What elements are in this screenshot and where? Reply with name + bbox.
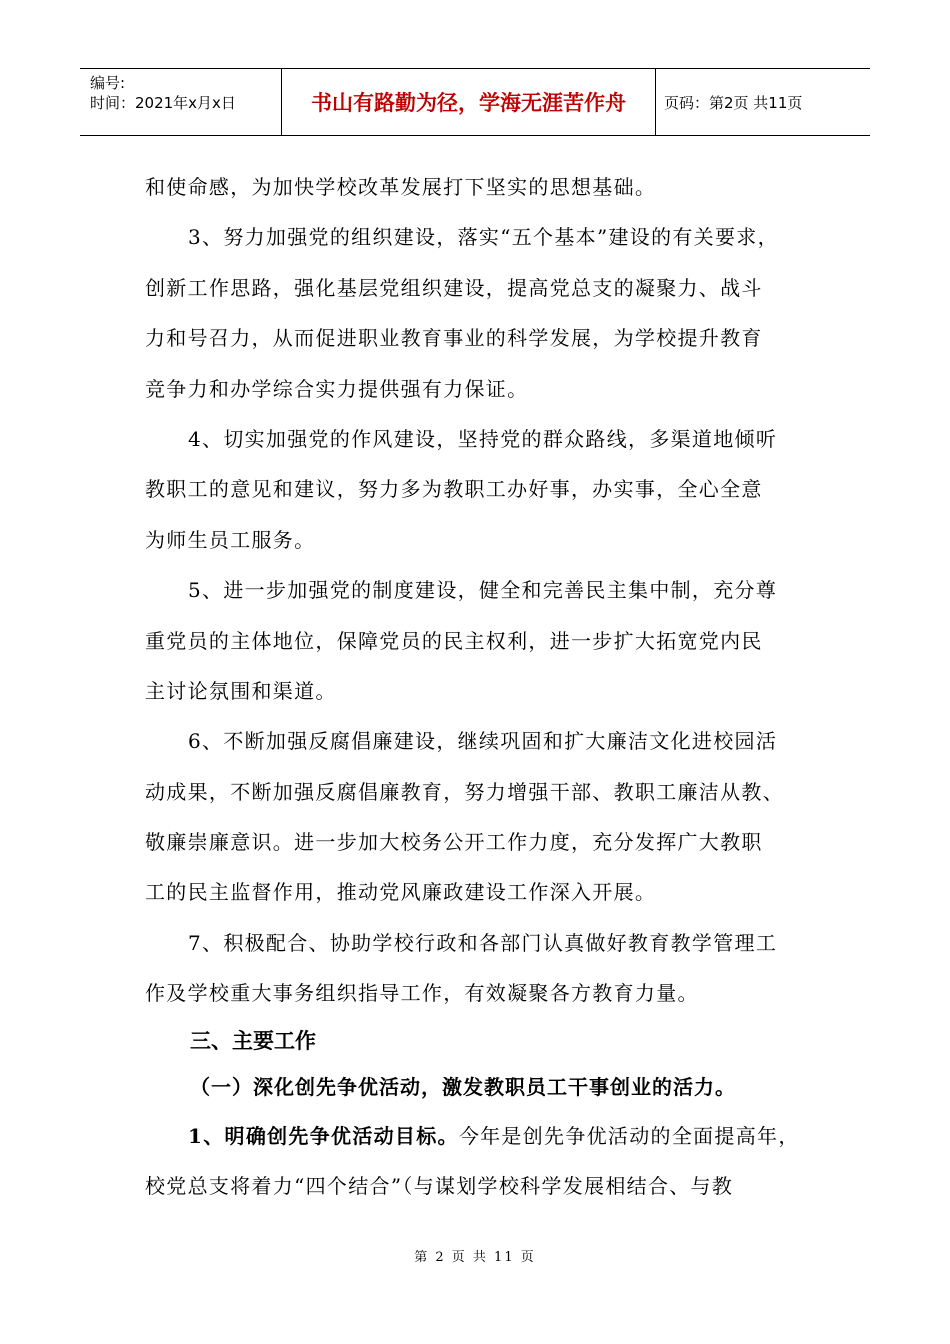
body-line: 竞争力和办学综合实力提供强有力保证。 [145,376,529,401]
header-page-info: 页码：第2页 共11页 [664,93,803,112]
body-line: 7、积极配合、协助学校行政和各部门认真做好教育教学管理工 [188,930,778,955]
body-line: 主讨论氛围和渠道。 [145,678,337,703]
body-line: 和使命感，为加快学校改革发展打下坚实的思想基础。 [145,175,657,199]
header-meta [80,69,282,135]
section-title: 三、主要工作 [190,1027,316,1053]
body-line: 教职工的意见和建议，努力多为教职工办好事，办实事，全心全意 [145,477,763,502]
body-line: 工的民主监督作用，推动党风廉政建设工作深入开展。 [145,880,657,905]
document-number-label: 编号: [90,74,126,92]
body-line: 校党总支将着力“四个结合”（与谋划学校科学发展相结合、与教 [145,1174,734,1199]
body-line: 5、进一步加强党的制度建设，健全和完善民主集中制，充分尊 [188,578,778,603]
body-line: 敬廉崇廉意识。进一步加大校务公开工作力度，充分发挥广大教职 [145,830,763,855]
subsection-title: （一）深化创先争优活动，激发教职员工干事创业的活力。 [190,1074,736,1099]
body-line: 创新工作思路，强化基层党组织建设，提高党总支的凝聚力、战斗 [145,275,763,300]
body-line: 重党员的主体地位，保障党员的民主权利，进一步扩大拓宽党内民 [145,628,763,653]
item-title: 1、明确创先争优活动目标。 [188,1123,459,1148]
body-line: 4、切实加强党的作风建设，坚持党的群众路线，多渠道地倾听 [188,426,778,451]
body-line: 力和号召力，从而促进职业教育事业的科学发展，为学校提升教育 [145,326,763,351]
body-line: 为师生员工服务。 [145,527,316,552]
body-line: 3、努力加强党的组织建设，落实“五个基本”建设的有关要求， [188,225,779,250]
header-motto: 书山有路勤为径，学海无涯苦作舟 [282,69,656,135]
document-date: 时间：2021年x月x日 [90,94,236,112]
page-header [80,68,870,136]
body-line: 6、不断加强反腐倡廉建设，继续巩固和扩大廉洁文化进校园活 [188,729,778,754]
body-line [145,1111,825,1161]
page-footer: 第 2 页 共 11 页 [414,1250,536,1265]
body-line: 作及学校重大事务组织指导工作，有效凝聚各方教育力量。 [145,981,699,1006]
body-line: 动成果，不断加强反腐倡廉教育，努力增强干部、教职工廉洁从教、 [145,779,784,804]
item-text: 今年是创先争优活动的全面提高年， [458,1123,800,1148]
document-body [145,162,825,1211]
